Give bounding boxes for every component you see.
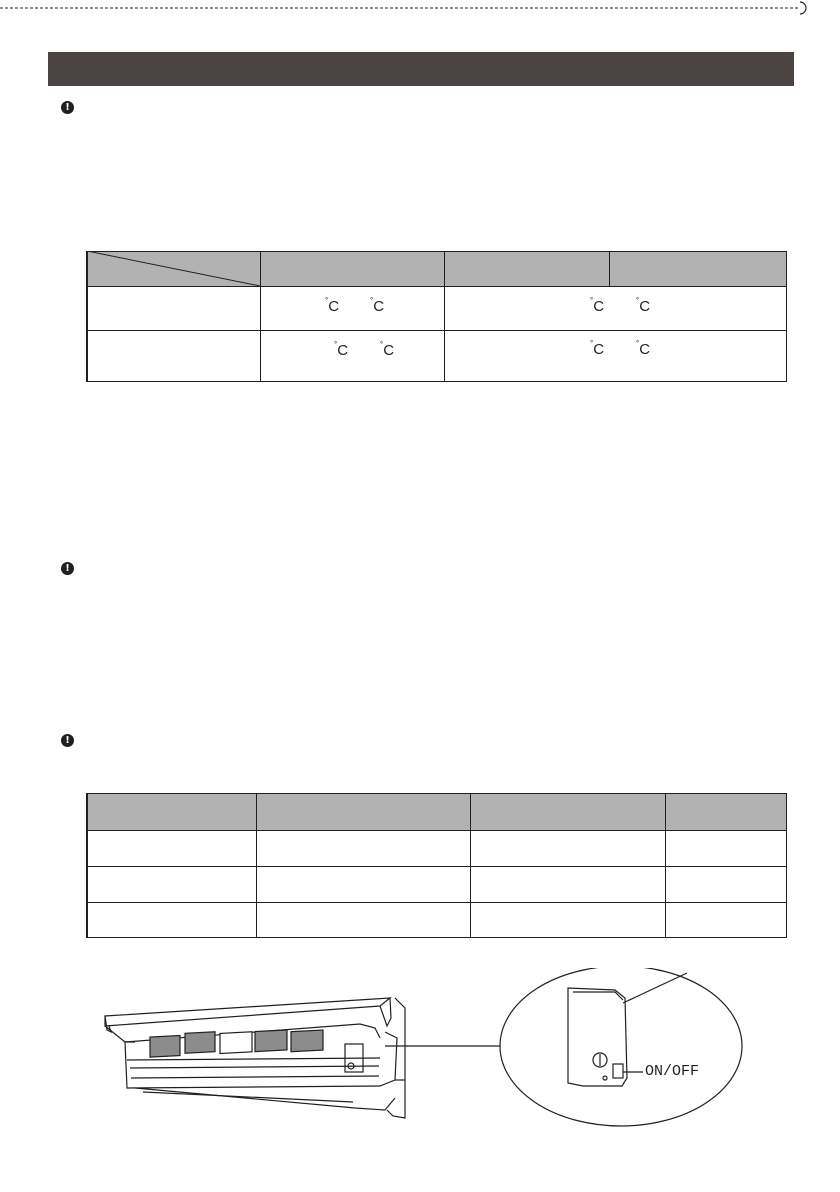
temp-unit: °C — [636, 296, 651, 315]
on-off-switch-label: ON/OFF — [645, 1063, 700, 1080]
warning-icon: ! — [61, 101, 74, 114]
section-header-bar — [48, 52, 794, 86]
temp-unit: °C — [590, 339, 605, 358]
temp-unit: °C — [380, 340, 395, 359]
warning-icon: ! — [61, 734, 74, 747]
page-cut-line — [0, 0, 840, 18]
temp-unit: °C — [334, 340, 349, 359]
temp-unit: °C — [370, 296, 385, 315]
temp-unit: °C — [325, 296, 340, 315]
table-corner-diagonal — [87, 251, 260, 286]
indoor-unit-diagram — [95, 968, 810, 1128]
function-table-header — [87, 793, 787, 830]
temp-unit: °C — [590, 296, 605, 315]
temp-unit: °C — [636, 339, 651, 358]
warning-icon: ! — [61, 562, 74, 575]
